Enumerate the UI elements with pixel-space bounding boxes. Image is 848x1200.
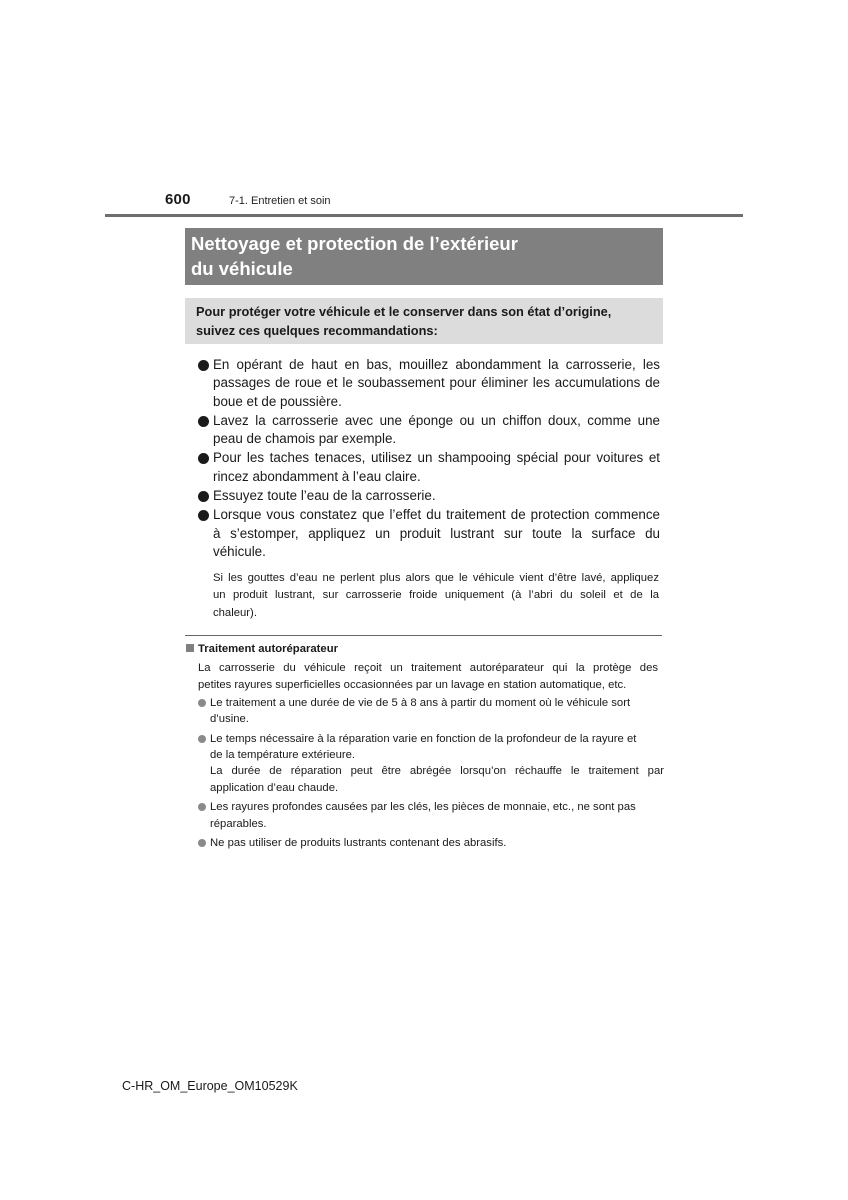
- list-item: [198, 799, 664, 831]
- list-item-line: d’usine.: [210, 713, 249, 726]
- subsection-heading-text: Traitement autoréparateur: [198, 643, 338, 655]
- list-item-line: Le traitement a une durée de vie de 5 à 8 ans à partir du moment où le véhicule sort: [210, 697, 631, 709]
- list-item: [198, 731, 664, 796]
- bullet-icon: [198, 360, 209, 371]
- intro-box: [185, 298, 663, 344]
- note-line: un produit lustrant, sur carrosserie froide uniquement (à l’abri du soleil et de la: [213, 589, 659, 602]
- list-item: [196, 487, 660, 505]
- list-item-line: Pour les taches tenaces, utilisez un shampooing spécial pour voitures et: [213, 450, 660, 466]
- list-item: [196, 506, 660, 561]
- note-line: Si les gouttes d’eau ne perlent plus alors que le véhicule vient d’être lavé, appliquez: [213, 572, 659, 584]
- list-item-line: Lorsque vous constatez que l’effet du traitement de protection commence: [213, 507, 660, 523]
- square-bullet-icon: [186, 644, 194, 652]
- list-item-line: peau de chamois par exemple.: [213, 431, 397, 447]
- subsection-paragraph: [198, 660, 658, 694]
- list-item-line: Essuyez toute l’eau de la carrosserie.: [213, 488, 436, 504]
- list-item: [198, 835, 664, 851]
- page-number: 600: [165, 191, 191, 208]
- list-item-line: La durée de réparation peut être abrégée lorsqu’on réchauffe le traitement par: [210, 765, 664, 778]
- bullet-icon: [198, 453, 209, 464]
- list-item-line: à s’estomper, appliquez un produit lustrant sur toute la surface du: [213, 525, 660, 541]
- list-item-line: Le temps nécessaire à la réparation varie en fonction de la profondeur de la rayure et: [210, 733, 637, 745]
- bullet-icon: [198, 699, 206, 707]
- intro-line: Pour protéger votre véhicule et le conserver dans son état d’origine,: [196, 304, 612, 319]
- list-item-line: En opérant de haut en bas, mouillez abondamment la carrosserie, les: [213, 357, 660, 372]
- subsection-paragraph-line: La carrosserie du véhicule reçoit un traitement autoréparateur qui la protège des: [198, 662, 658, 674]
- list-item-line: passages de roue et le soubassement pour éliminer les accumulations de: [213, 375, 660, 391]
- subsection-paragraph-line: petites rayures superficielles occasionnées par un lavage en station automatique, etc.: [198, 679, 627, 691]
- title-line: du véhicule: [191, 258, 293, 279]
- list-item-line: boue et de poussière.: [213, 393, 342, 409]
- note-line: chaleur).: [213, 606, 257, 619]
- list-item: [196, 356, 660, 411]
- list-item-line: Les rayures profondes causées par les clés, les pièces de monnaie, etc., ne sont pas: [210, 801, 636, 814]
- list-item-line: Ne pas utiliser de produits lustrants contenant des abrasifs.: [210, 837, 507, 850]
- bullet-icon: [198, 803, 206, 811]
- section-reference: 7-1. Entretien et soin: [229, 195, 331, 207]
- intro-line: suivez ces quelques recommandations:: [196, 323, 438, 338]
- list-item-line: Lavez la carrosserie avec une éponge ou un chiffon doux, comme une: [213, 412, 660, 428]
- subsection-heading: [186, 643, 338, 655]
- subsection-divider: [185, 635, 662, 636]
- list-item: [196, 449, 660, 486]
- title-line: Nettoyage et protection de l’extérieur: [191, 233, 518, 254]
- bullet-icon: [198, 416, 209, 427]
- page-title: [185, 228, 663, 285]
- header-divider: [105, 214, 743, 217]
- list-item-line: rincez abondamment à l’eau claire.: [213, 468, 421, 484]
- subsection-list: [198, 695, 664, 855]
- list-item-line: de la température extérieure.: [210, 749, 356, 762]
- note-paragraph: [213, 570, 659, 622]
- list-item-line: application d’eau chaude.: [210, 781, 339, 794]
- list-item: [198, 695, 664, 727]
- bullet-icon: [198, 491, 209, 502]
- list-item-line: véhicule.: [213, 543, 266, 559]
- list-item-line: réparables.: [210, 817, 267, 830]
- list-item: [196, 412, 660, 449]
- bullet-icon: [198, 839, 206, 847]
- recommendation-list: [196, 356, 660, 562]
- document-code: C-HR_OM_Europe_OM10529K: [122, 1079, 298, 1093]
- bullet-icon: [198, 510, 209, 521]
- bullet-icon: [198, 735, 206, 743]
